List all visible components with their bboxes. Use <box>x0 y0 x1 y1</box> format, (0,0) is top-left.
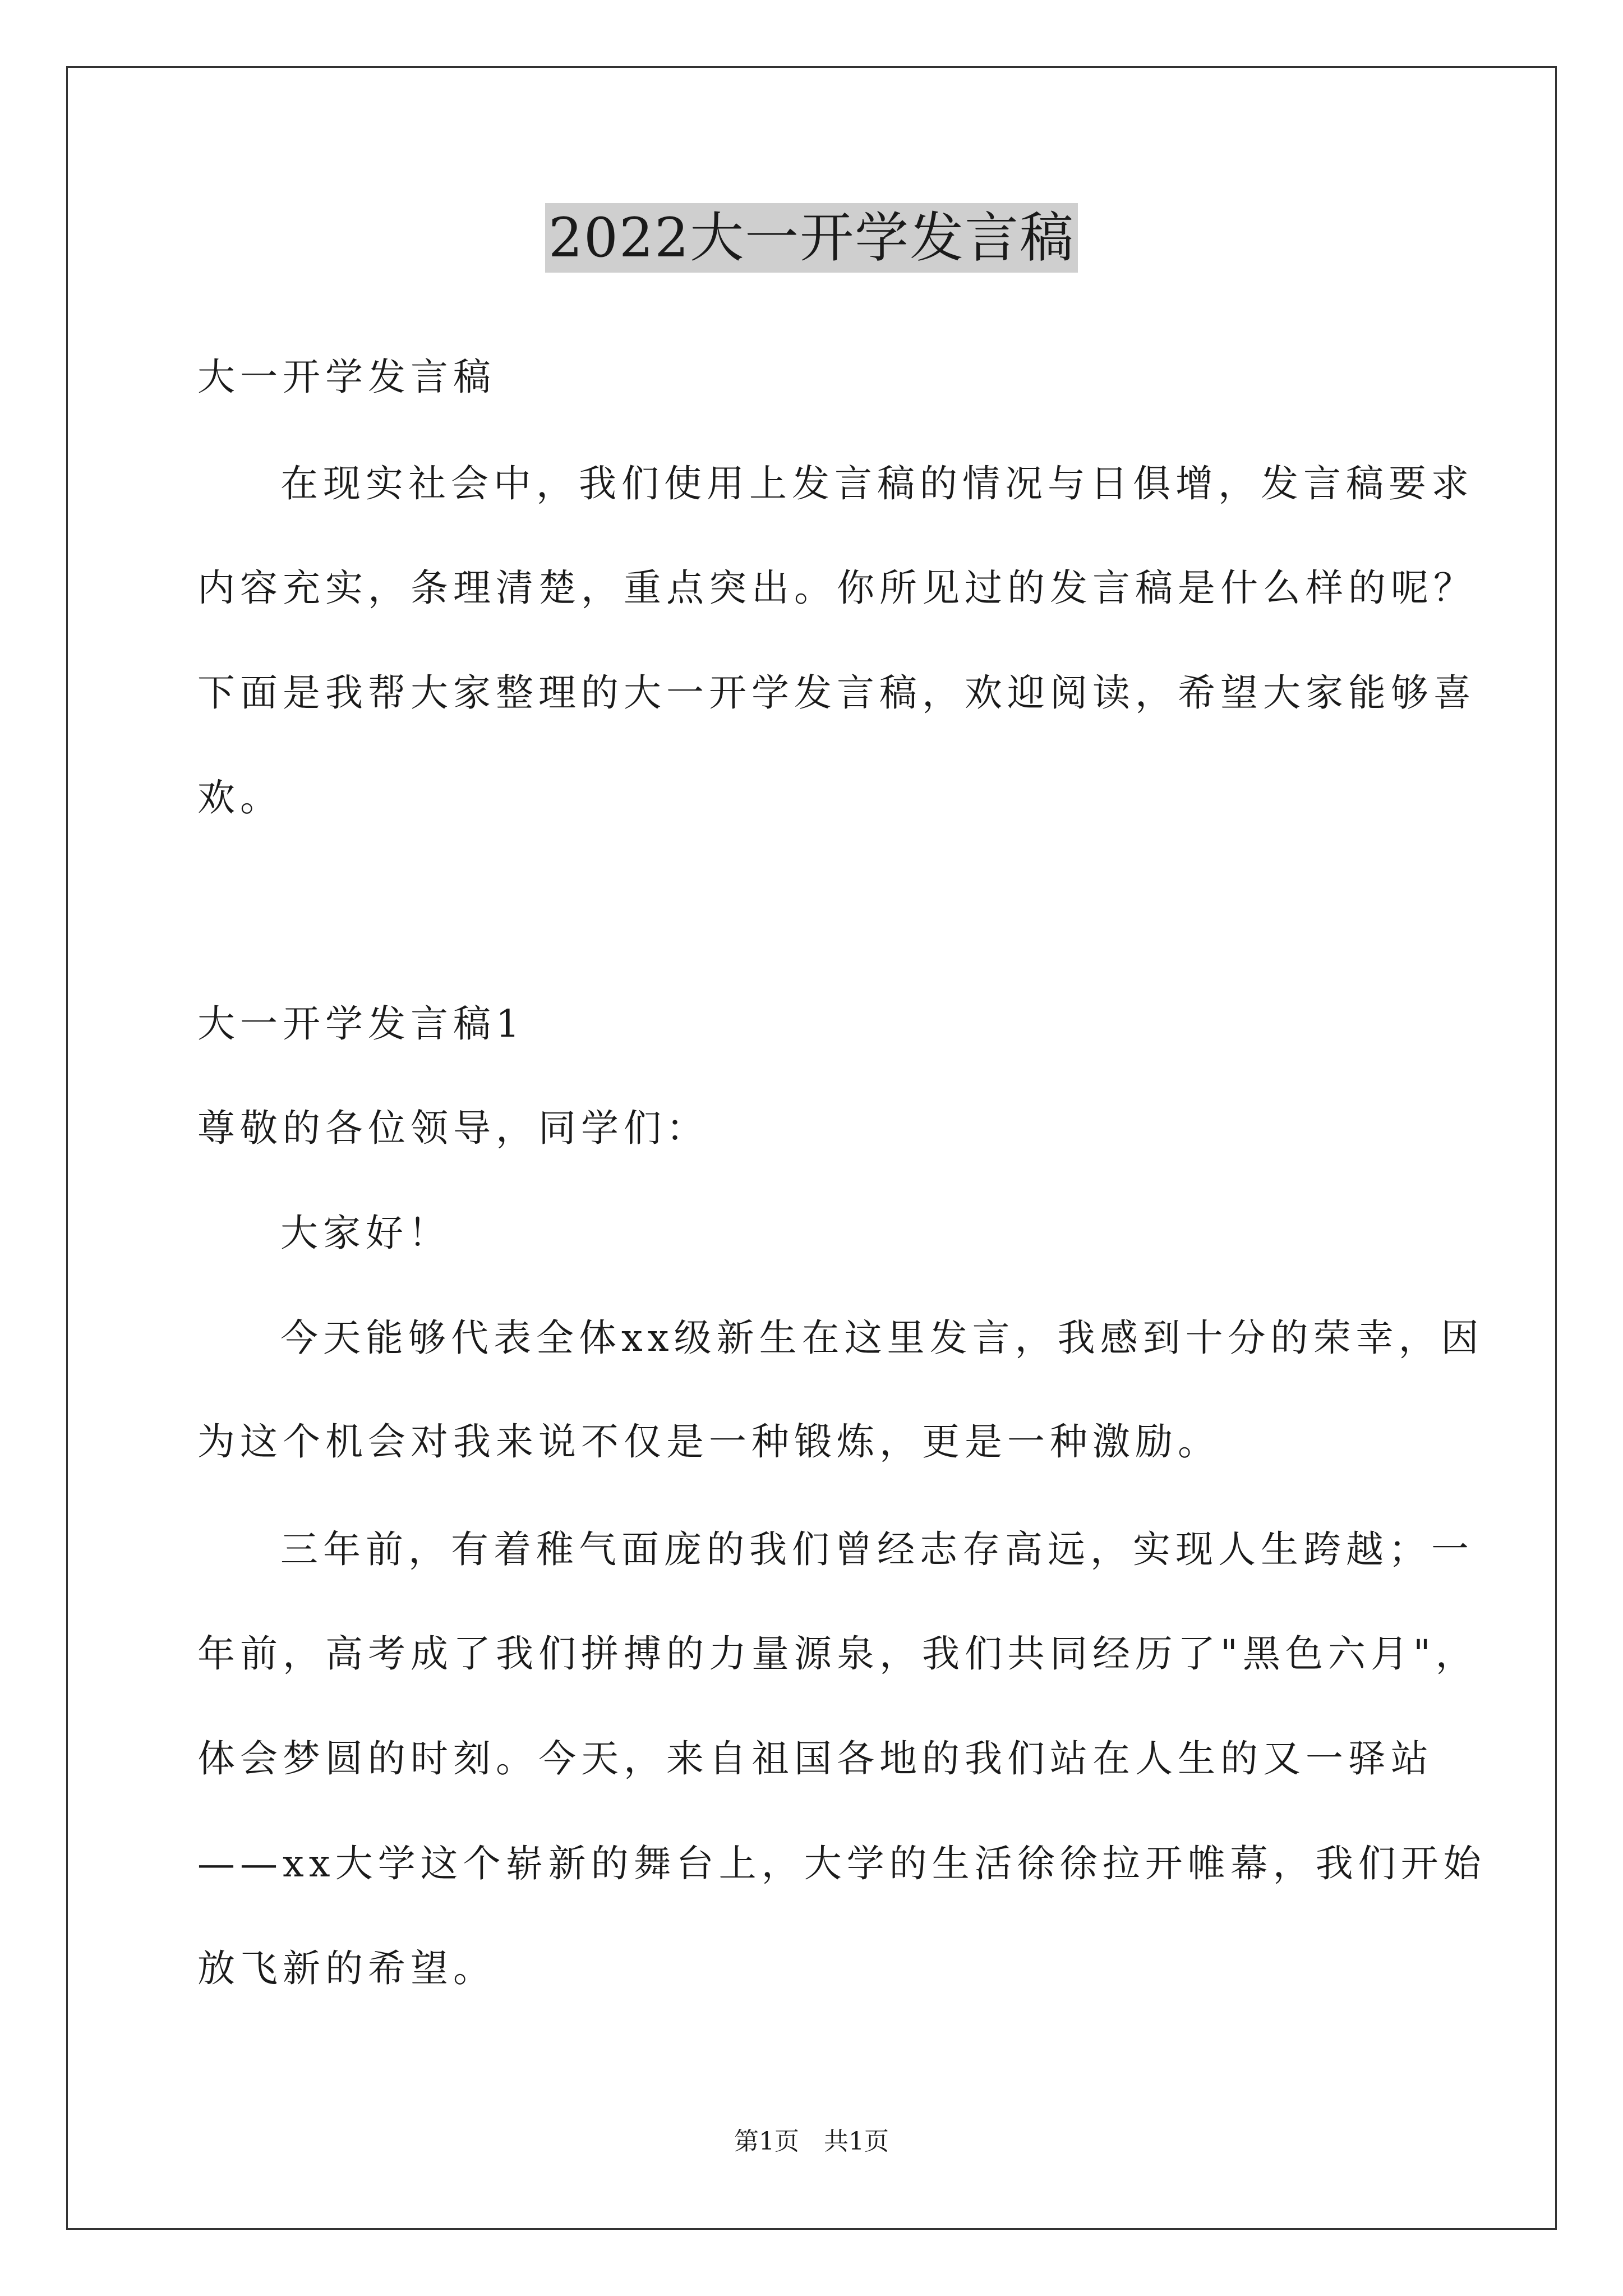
document-title: 2022大一开学发言稿 <box>545 203 1078 273</box>
paragraph-line: 放飞新的希望。 <box>197 1947 496 1990</box>
paragraph-line: 三年前，有着稚气面庞的我们曾经志存高远，实现人生跨越；一 <box>280 1527 1474 1571</box>
section-heading: 大一开学发言稿1 <box>197 1002 525 1046</box>
subtitle-line: 大一开学发言稿 <box>197 355 496 399</box>
paragraph-line: 下面是我帮大家整理的大一开学发言稿，欢迎阅读，希望大家能够喜 <box>197 671 1476 715</box>
greeting-line: 大家好！ <box>280 1211 451 1255</box>
title-container <box>0 203 1623 273</box>
page-footer: 第1页 共1页 <box>734 2127 889 2156</box>
paragraph-line: 为这个机会对我来说不仅是一种锻炼，更是一种激励。 <box>197 1420 1220 1464</box>
paragraph-line: 内容充实，条理清楚，重点突出。你所见过的发言稿是什么样的呢？ <box>197 566 1476 610</box>
paragraph-line: 体会梦圆的时刻。今天，来自祖国各地的我们站在人生的又一驿站 <box>197 1737 1433 1780</box>
paragraph-line: 在现实社会中，我们使用上发言稿的情况与日俱增，发言稿要求 <box>280 462 1474 505</box>
paragraph-line: ——xx大学这个崭新的舞台上，大学的生活徐徐拉开帷幕，我们开始 <box>197 1842 1486 1885</box>
paragraph-line: 今天能够代表全体xx级新生在这里发言，我感到十分的荣幸，因 <box>280 1316 1484 1360</box>
paragraph-line: 年前，高考成了我们拼搏的力量源泉，我们共同经历了"黑色六月"， <box>197 1632 1478 1676</box>
paragraph-line: 欢。 <box>197 776 283 820</box>
salutation-line: 尊敬的各位领导，同学们： <box>197 1106 709 1150</box>
